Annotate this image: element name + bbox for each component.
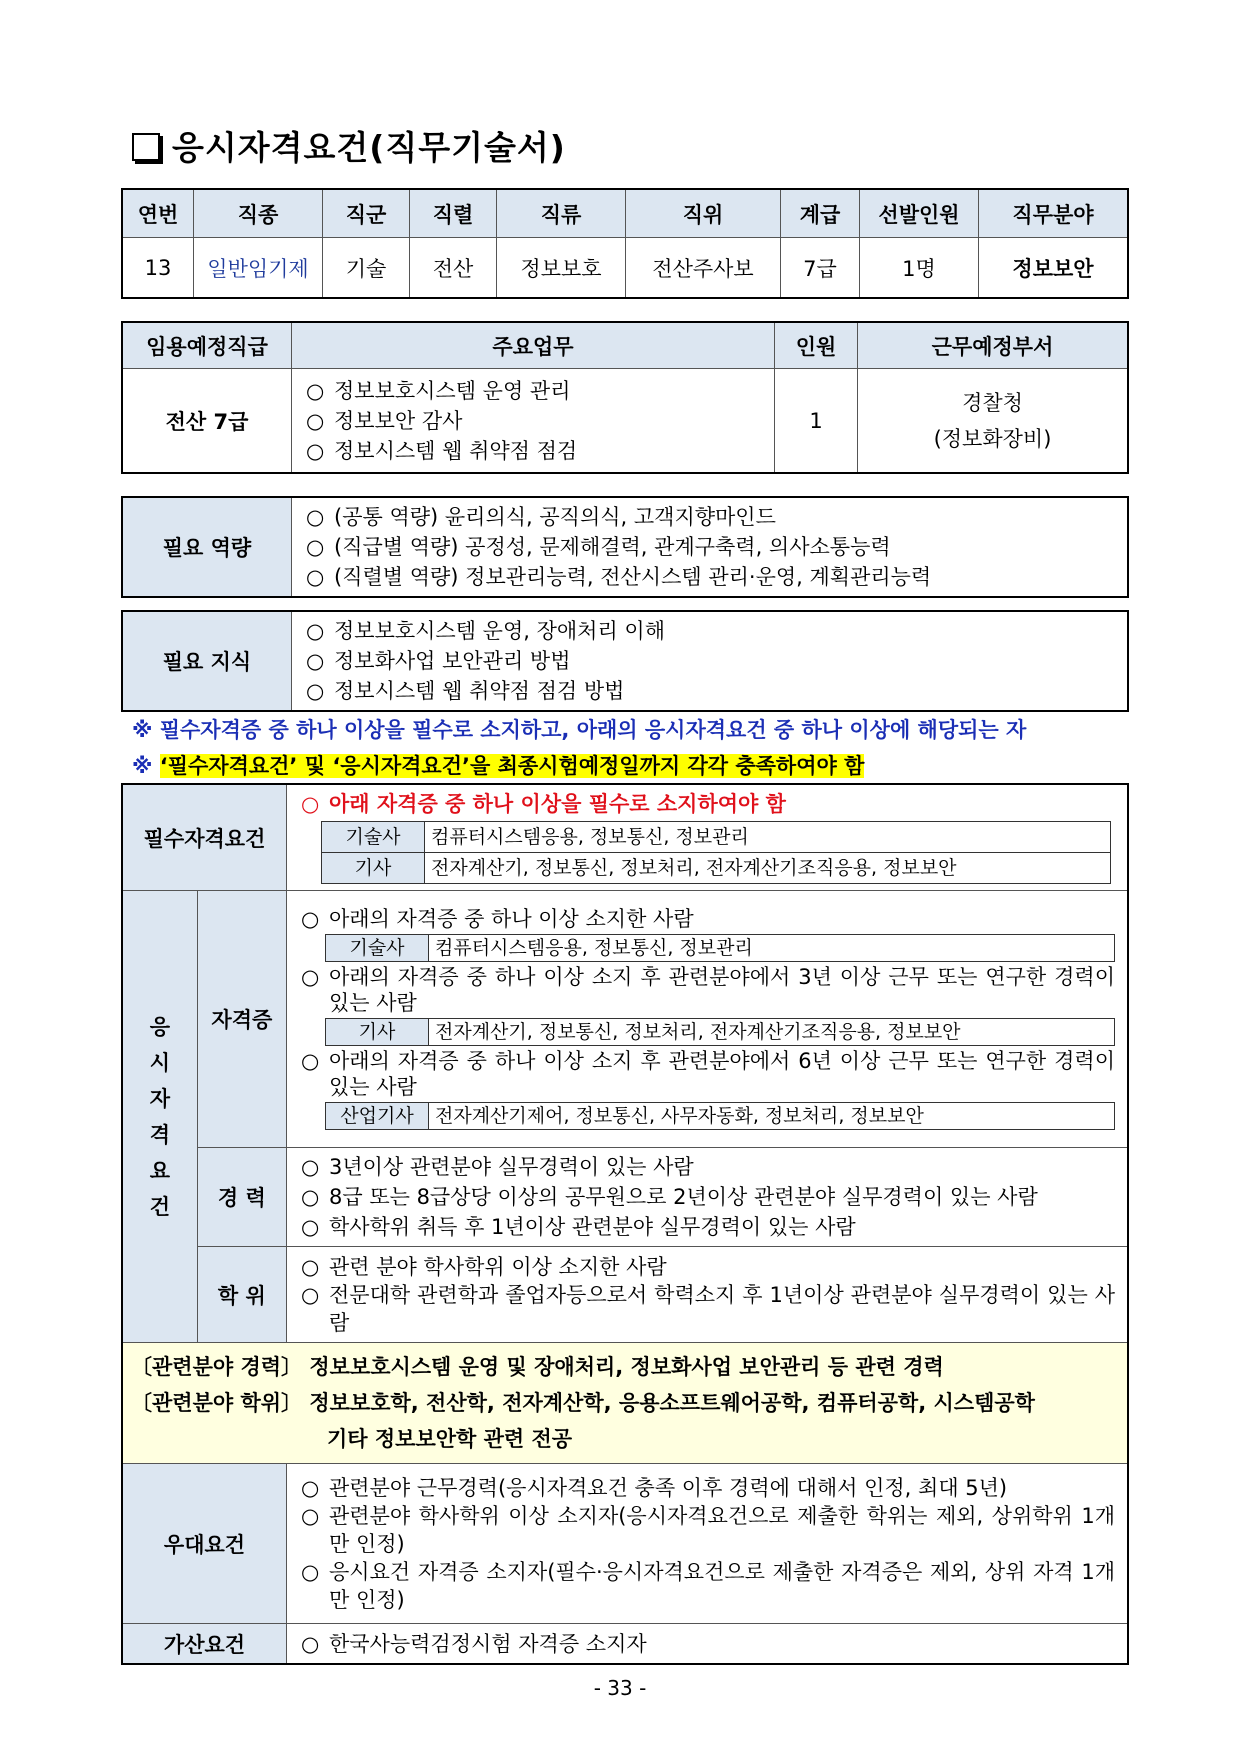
license-cert-table [325,934,1115,962]
page-title: 응시자격요건(직무기술서) [132,122,566,169]
bonus-label: 가산요건 [123,1624,287,1664]
list-item: ○ 8급 또는 8급상당 이상의 공무원으로 2년이상 관련분야 실무경력이 있는 사람 [301,1182,1117,1212]
list-item: ○ (공통 역량) 윤리의식, 공직의식, 고객지향마인드 [306,502,1117,532]
list-item: ○ 응시요건 자격증 소지자(필수·응시자격요건으로 제출한 자격증은 제외, 상위 자격 1개만 인정) [301,1558,1115,1614]
preference-label: 우대요건 [123,1464,287,1624]
list-item: ○ 정보화사업 보안관리 방법 [306,646,1117,676]
note-required: ※ 필수자격증 중 하나 이상을 필수로 소지하고, 아래의 응시자격요건 중 하나 이상에 해당되는 자 [132,718,1027,742]
cell-dept [858,369,1128,473]
eligibility-char: 요 [149,1158,170,1183]
list-item: ○ 학사학위 취득 후 1년이상 관련분야 실무경력이 있는 사람 [301,1212,1117,1242]
eligibility-char: 시 [149,1050,170,1075]
eligibility-char: 격 [149,1122,170,1147]
related-degree-extra: 기타 정보보안학 관련 전공 [327,1427,573,1451]
eligibility-char: 건 [149,1194,170,1219]
license-condition: ○ 아래의 자격증 중 하나 이상 소지 후 관련분야에서 3년 이상 근무 또는 연구한 경력이 있는 사람 [301,964,1115,1016]
list-item: ○ 한국사능력검정시험 자격증 소지자 [301,1629,1117,1659]
header-rank: 계급 [781,190,860,238]
required-cert-table [321,821,1111,884]
cert-list: 전자계산기, 정보통신, 정보처리, 전자계산기조직응용, 정보보안 [425,853,1111,884]
cell-series: 전산 [410,238,497,298]
list-item: ○ (직급별 역량) 공정성, 문제해결력, 관계구축력, 의사소통능력 [306,532,1117,562]
header-series: 직렬 [410,190,497,238]
cert-kind: 기술사 [326,935,429,962]
cell-group: 기술 [323,238,410,298]
cert-list: 전자계산기, 정보통신, 정보처리, 전자계산기조직응용, 정보보안 [429,1019,1115,1046]
license-cert-table [325,1102,1115,1130]
cell-count: 1명 [860,238,979,298]
knowledge-list [292,612,1128,711]
header-position: 직위 [626,190,781,238]
bonus-cell [287,1624,1128,1664]
career-list [287,1148,1128,1247]
related-field-cell [123,1343,1128,1464]
related-career: 〔관련분야 경력〕 정보보호시스템 운영 및 장애처리, 정보화사업 보안관리 등 관련 경력 [131,1355,944,1379]
cert-kind: 산업기사 [326,1103,429,1130]
cell-type: 일반임기제 [194,238,323,298]
header-class: 직류 [497,190,626,238]
cert-list: 컴퓨터시스템응용, 정보통신, 정보관리 [429,935,1115,962]
header-no: 연번 [123,190,194,238]
list-item: ○ 정보보안 감사 [306,406,764,436]
note-deadline [132,750,864,780]
note-mark: ※ [132,754,160,778]
required-cell [287,785,1128,891]
cert-kind: 기술사 [322,822,425,853]
cert-kind: 기사 [322,853,425,884]
cert-list: 전자계산기제어, 정보통신, 사무자동화, 정보처리, 정보보안 [429,1103,1115,1130]
list-item: ○ 3년이상 관련분야 실무경력이 있는 사람 [301,1152,1117,1182]
header-count: 선발인원 [860,190,979,238]
career-label: 경 력 [197,1148,286,1247]
competency-list [292,498,1128,597]
checkbox-square-icon [132,133,160,161]
note-highlight: ‘필수자격요건’ 및 ‘응시자격요건’을 최종시험예정일까지 각각 충족하여야 함 [159,754,865,778]
position-table [122,189,1128,298]
list-item: ○ 정보보호시스템 운영, 장애처리 이해 [306,616,1117,646]
competency-label: 필요 역량 [123,498,292,597]
cert-list: 컴퓨터시스템응용, 정보통신, 정보관리 [425,822,1111,853]
degree-label: 학 위 [197,1247,286,1343]
duty-table [122,322,1128,473]
requirements-table [122,784,1128,1664]
list-item: ○ 정보시스템 웹 취약점 점검 방법 [306,676,1117,706]
knowledge-table [122,611,1128,711]
list-item: ○ 전문대학 관련학과 졸업자등으로서 학력소지 후 1년이상 관련분야 실무경력이 있는 사람 [301,1281,1115,1337]
license-condition: ○ 아래의 자격증 중 하나 이상 소지 후 관련분야에서 6년 이상 근무 또는 연구한 경력이 있는 사람 [301,1048,1115,1100]
header-grade: 임용예정직급 [123,323,292,369]
list-item: ○ (직렬별 역량) 정보관리능력, 전산시스템 관리·운영, 계획관리능력 [306,562,1117,592]
cell-grade: 전산 7급 [123,369,292,473]
knowledge-label: 필요 지식 [123,612,292,711]
cell-headcount: 1 [775,369,858,473]
cert-kind: 기사 [326,1019,429,1046]
eligibility-char: 응 [149,1014,170,1039]
cell-position: 전산주사보 [626,238,781,298]
header-dept: 근무예정부서 [858,323,1128,369]
license-condition: ○ 아래의 자격증 중 하나 이상 소지한 사람 [301,906,1115,932]
dept-name: 경찰청 [962,390,1023,415]
list-item: ○ 정보시스템 웹 취약점 점검 [306,436,764,466]
eligibility-label [123,891,198,1343]
cell-rank: 7급 [781,238,860,298]
license-label: 자격증 [197,891,286,1148]
header-field: 직무분야 [979,190,1128,238]
dept-sub: (정보화장비) [933,426,1052,451]
license-cell [287,891,1128,1148]
cell-no: 13 [123,238,194,298]
preference-list [287,1464,1128,1624]
page-number: - 33 - [593,1676,647,1700]
header-group: 직군 [323,190,410,238]
header-headcount: 인원 [775,323,858,369]
header-type: 직종 [194,190,323,238]
related-degree: 〔관련분야 학위〕 정보보호학, 전산학, 전자계산학, 응용소프트웨어공학, 컴퓨터공학, 시스템공학 [131,1391,1035,1415]
degree-list [287,1247,1128,1343]
cell-class: 정보보호 [497,238,626,298]
duties-list [292,369,775,473]
required-lead: ○ 아래 자격증 중 하나 이상을 필수로 소지하여야 함 [301,789,1113,819]
required-label: 필수자격요건 [123,785,287,891]
list-item: ○ 관련분야 학사학위 이상 소지자(응시자격요건으로 제출한 학위는 제외, 상위학위 1개만 인정) [301,1502,1115,1558]
list-item: ○ 정보보호시스템 운영 관리 [306,376,764,406]
cell-field: 정보보안 [979,238,1128,298]
competency-table [122,497,1128,597]
header-duties: 주요업무 [292,323,775,369]
eligibility-char: 자 [149,1086,170,1111]
license-cert-table [325,1018,1115,1046]
list-item: ○ 관련분야 근무경력(응시자격요건 충족 이후 경력에 대해서 인정, 최대 5년) [301,1474,1115,1502]
list-item: ○ 관련 분야 학사학위 이상 소지한 사람 [301,1253,1115,1281]
